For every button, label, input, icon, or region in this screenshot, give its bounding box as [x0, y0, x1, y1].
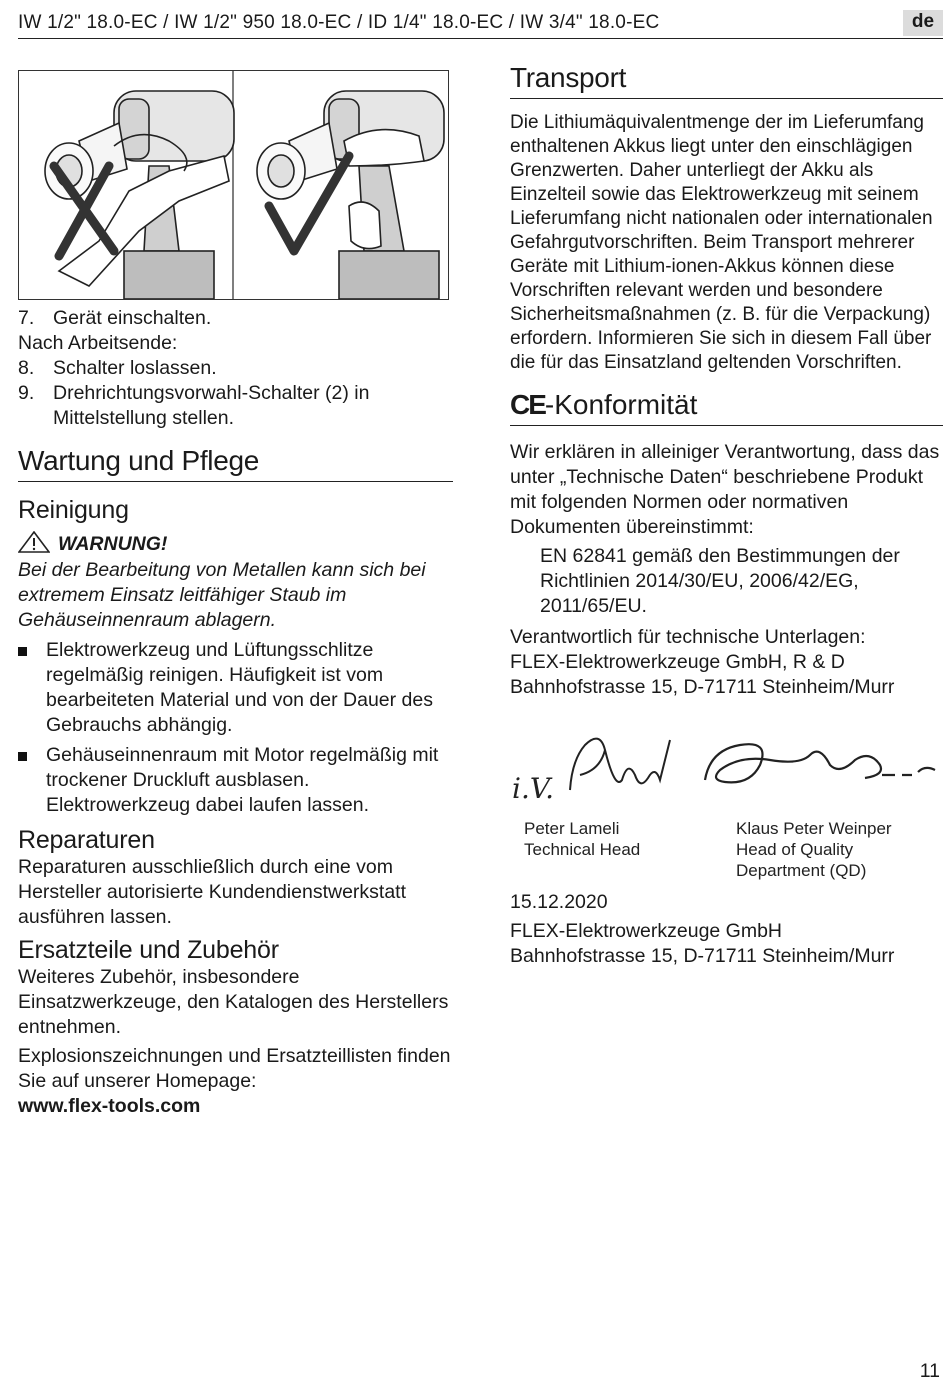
- standard-text: EN 62841 gemäß den Bestimmungen der Richtlinien 2014/30/EU, 2006/42/EG, 2011/65/EU.: [540, 545, 900, 617]
- step-text: Schalter loslassen.: [53, 357, 217, 379]
- repairs-text: Reparaturen ausschließlich durch eine vom Hersteller autorisierte Kundendienstwerkstatt ausführen lassen.: [18, 856, 407, 928]
- responsible-label: Verantwortlich für technische Unterlagen:: [510, 626, 866, 648]
- square-bullet-icon: [18, 638, 46, 738]
- cleaning-heading: Reinigung: [18, 496, 129, 524]
- transport-heading: Transport: [510, 62, 943, 99]
- parts-text: Weiteres Zubehör, insbesondere Einsatzwerkzeuge, den Katalogen des Herstellers entnehmen.: [18, 966, 449, 1038]
- repairs-heading: Reparaturen: [18, 826, 155, 854]
- step-item: [18, 356, 453, 381]
- address-line: Bahnhofstrasse 15, D-71711 Steinheim/Murr: [510, 676, 895, 698]
- step-list: [18, 306, 453, 431]
- list-item-text: Elektrowerkzeug und Lüftungsschlitze regelmäßig reinigen. Häufigkeit ist vom bearbeiteten Material und von der Dauer des Gebrauchs abhängig.: [46, 639, 433, 736]
- website-link[interactable]: www.flex-tools.com: [18, 1095, 201, 1117]
- list-item-text: Gehäuseinnenraum mit Motor regelmäßig mit trockener Druckluft ausblasen. Elektrowerkzeug dabei laufen lassen.: [46, 744, 439, 816]
- transport-text: Die Lithiumäquivalentmenge der im Lieferumfang enthaltenen Akkus liegt unter den einschlägigen Grenzwerten. Daher unterliegt der Akku als Einzelteil sowie das Elektrowerkzeug mit seinem Lieferumfang nicht nationalen oder internationalen Gefahrgutvorschriften. Beim Transport mehrerer Geräte mit Lithium-ionen-Akkus können diese Vorschriften relevant werden und besondere Sicherheitsmaßnahmen (z. B. für die Verpackung) erfordern. Informieren Sie sich in diesem Fall über die für das Einsatzland geltenden Vorschriften.: [510, 112, 933, 373]
- correct-grip-drawing: [257, 91, 444, 299]
- list-item: [18, 743, 453, 818]
- company-name: FLEX-Elektrowerkzeuge GmbH: [510, 920, 783, 942]
- company-address: Bahnhofstrasse 15, D-71711 Steinheim/Murr: [510, 945, 895, 967]
- page-header: [18, 10, 943, 39]
- signer1-name: Peter Lameli: [524, 819, 620, 838]
- list-item: [18, 638, 453, 738]
- handwritten-signatures: [510, 720, 943, 810]
- ce-heading-text: -Konformität: [544, 389, 698, 420]
- signature-block: [510, 720, 943, 880]
- warning-title: WARNUNG!: [58, 533, 168, 555]
- maintenance-heading: Wartung und Pflege: [18, 445, 453, 482]
- warning-triangle-icon: [18, 531, 50, 558]
- signer1-role: Technical Head: [524, 840, 641, 859]
- signature-lameli: [570, 739, 670, 790]
- signer2-role: Head of Quality: [736, 840, 854, 859]
- ce-declaration-text: Wir erklären in alleiniger Verantwortung, dass das unter „Technische Daten“ beschriebene Produkt mit folgenden Normen oder normativen Dokumenten übereinstimmt:: [510, 441, 940, 538]
- signature-date: 15.12.2020: [510, 891, 608, 913]
- header-title: IW 1/2" 18.0-EC / IW 1/2" 950 18.0-EC / ID 1/4" 18.0-EC / IW 3/4" 18.0-EC: [18, 12, 660, 33]
- signer2-department: Department (QD): [736, 861, 867, 880]
- impact-wrench-grip-illustration: [19, 71, 448, 299]
- signature-weinper: [705, 744, 935, 782]
- signer2: [736, 818, 892, 881]
- company-line: FLEX-Elektrowerkzeuge GmbH, R & D: [510, 651, 845, 673]
- step-text: Drehrichtungsvorwahl-Schalter (2) in Mittelstellung stellen.: [53, 382, 370, 429]
- signature-prefix: i.V.: [512, 772, 555, 805]
- grip-illustration: [18, 70, 449, 300]
- step-item: [18, 381, 453, 431]
- ce-mark: CE: [510, 389, 545, 420]
- step-number: 7.: [18, 307, 35, 329]
- signer1: [524, 818, 640, 860]
- ce-heading: [510, 389, 943, 426]
- warning-header: [18, 531, 453, 558]
- step-number: 8.: [18, 357, 35, 379]
- language-badge: de: [903, 10, 943, 36]
- parts-heading: Ersatzteile und Zubehör: [18, 936, 279, 964]
- signer2-name: Klaus Peter Weinper: [736, 819, 892, 838]
- after-work-label: Nach Arbeitsende:: [18, 332, 178, 354]
- step-text: Gerät einschalten.: [53, 307, 212, 329]
- right-column: [510, 62, 943, 969]
- left-column: [18, 70, 453, 1119]
- page-number: 11: [919, 1360, 940, 1382]
- explosion-text: Explosionszeichnungen und Ersatzteillisten finden Sie auf unserer Homepage:: [18, 1045, 451, 1092]
- square-bullet-icon: [18, 743, 46, 818]
- warning-text: Bei der Bearbeitung von Metallen kann sich bei extremem Einsatz leitfähiger Staub im Gehäuseinnenraum ablagern.: [18, 559, 426, 631]
- step-number: 9.: [18, 382, 35, 404]
- step-item: [18, 306, 453, 331]
